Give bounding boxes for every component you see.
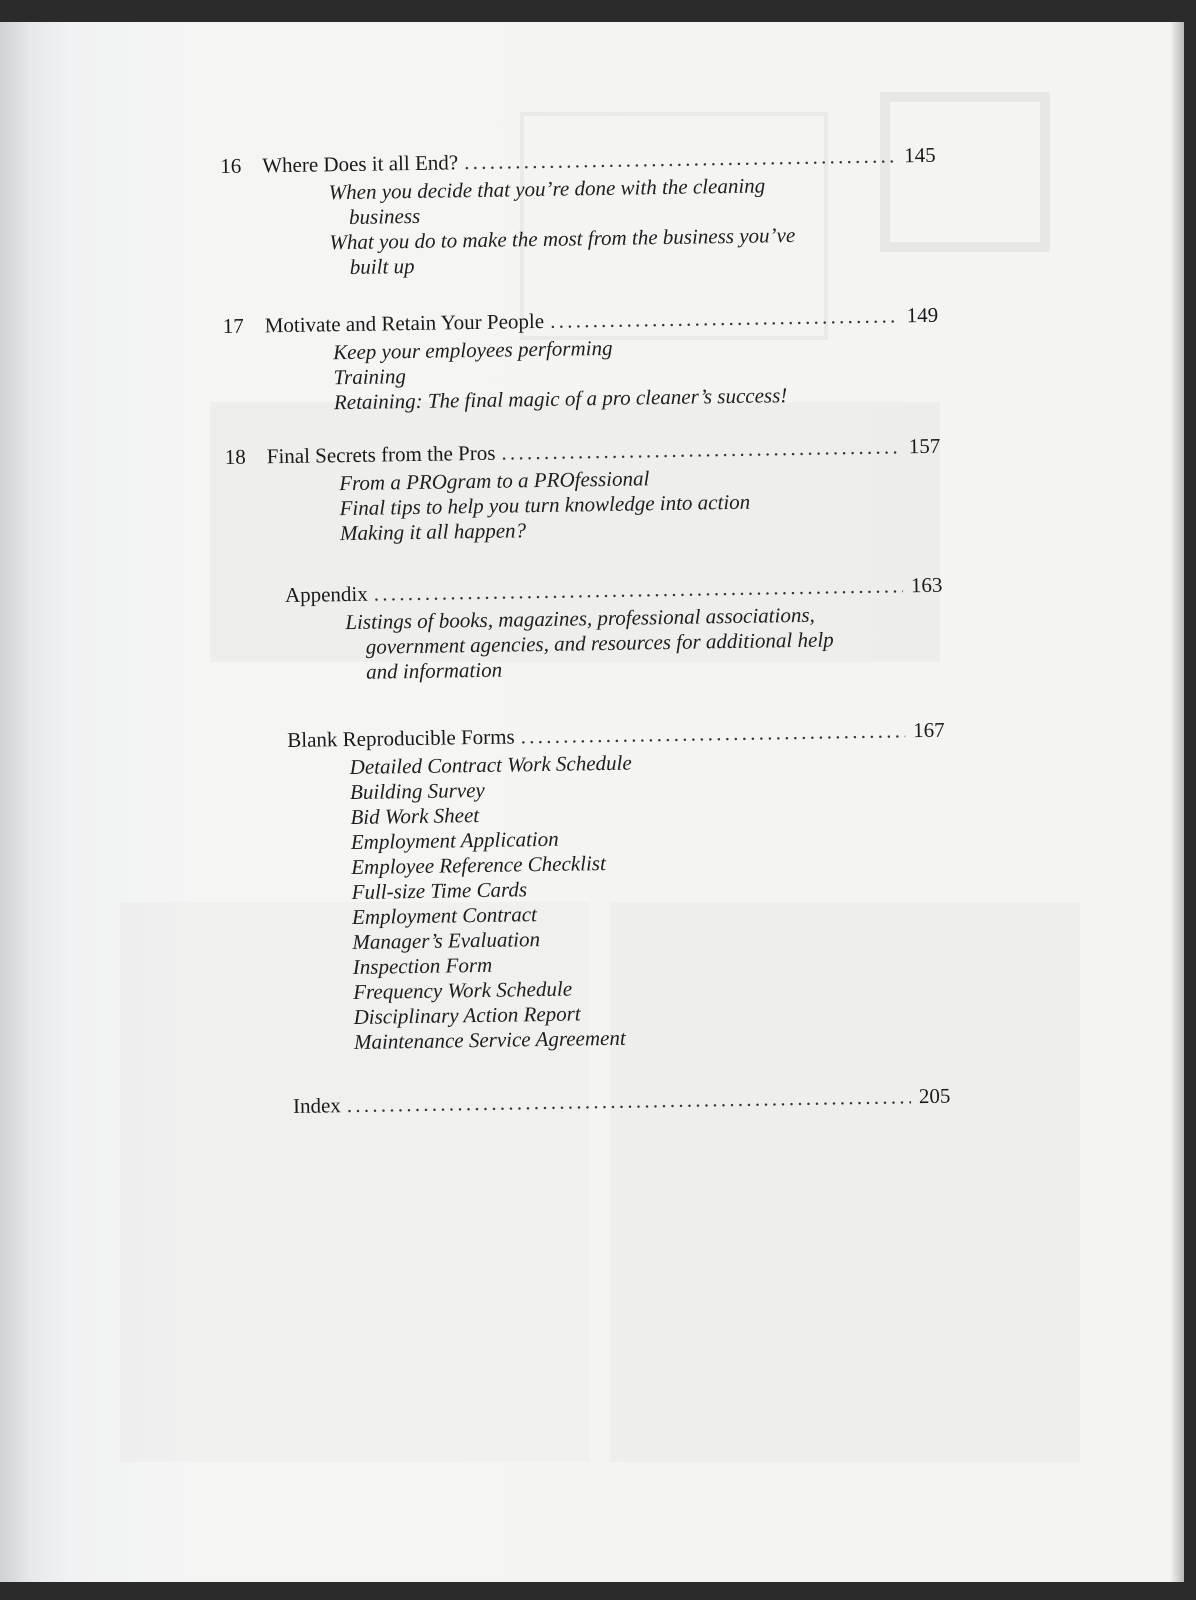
dot-leader	[501, 432, 901, 466]
dot-leader	[464, 141, 896, 176]
subtopic-item: Employee Reference Checklist	[351, 851, 607, 880]
chapter-number: 17	[222, 313, 244, 338]
subtopic-item: Keep your employees performing	[332, 335, 613, 365]
subtopic-item: Maintenance Service Agreement	[353, 1025, 626, 1055]
chapter-title: Final Secrets from the Pros	[266, 440, 496, 469]
toc-entry	[227, 571, 949, 687]
chapter-title: Where Does it all End?	[262, 150, 459, 178]
dot-leader	[347, 1082, 912, 1119]
chapter-title: Index	[292, 1093, 342, 1118]
subtopic-item: Training	[333, 364, 407, 390]
page-number: 157	[908, 433, 941, 459]
toc-entry	[220, 141, 942, 282]
subtopic-item: From a PROgram to a PROfessional	[339, 466, 650, 496]
page-number: 205	[918, 1083, 951, 1109]
chapter-title: Blank Reproducible Forms	[287, 724, 515, 753]
table-of-contents	[220, 141, 955, 1123]
subtopic-item: Manager’s Evaluation	[352, 927, 541, 955]
subtopic-item: Bid Work Sheet	[350, 803, 480, 830]
subtopic-item: When you decide that you’re done with the cleaning business	[328, 173, 766, 229]
subtopic-item: Final tips to help you turn knowledge into action	[339, 489, 751, 521]
toc-entry	[223, 301, 945, 417]
chapter-subtopics	[328, 171, 941, 281]
subtopic-item: Listings of books, magazines, professional associations, government agencies, and resources for additional help and information	[345, 602, 834, 684]
subtopic-item: Inspection Form	[352, 952, 493, 980]
page-number: 145	[903, 142, 936, 168]
toc-entry	[225, 432, 947, 548]
subtopic-item: Building Survey	[349, 777, 485, 805]
chapter-subtopics	[333, 331, 944, 416]
subtopic-item: What you do to make the most from the business you’ve built up	[329, 222, 796, 279]
toc-entry	[229, 716, 954, 1057]
toc-entry-line[interactable]	[235, 1082, 955, 1121]
subtopic-item: Disciplinary Action Report	[353, 1001, 581, 1030]
chapter-title: Appendix	[284, 581, 368, 608]
page-number: 167	[912, 717, 945, 743]
chapter-subtopics	[339, 462, 946, 547]
page-number: 149	[906, 302, 939, 328]
subtopic-item: Making it all happen?	[339, 518, 527, 546]
chapter-subtopics	[349, 746, 954, 1055]
chapter-number	[229, 747, 287, 748]
subtopic-item: Retaining: The final magic of a pro cleaner’s success!	[333, 383, 788, 415]
chapter-subtopics	[345, 601, 948, 685]
chapter-number	[235, 1113, 293, 1114]
dot-leader	[520, 716, 905, 750]
toc-entry	[235, 1082, 955, 1121]
chapter-number: 18	[224, 444, 246, 469]
dot-leader	[550, 301, 899, 334]
chapter-title: Motivate and Retain Your People	[264, 308, 545, 338]
subtopic-item: Frequency Work Schedule	[353, 976, 573, 1005]
chapter-number	[227, 602, 285, 603]
subtopic-item: Employment Contract	[351, 902, 538, 930]
subtopic-item: Employment Application	[350, 826, 559, 855]
book-page	[0, 22, 1184, 1582]
subtopic-item: Detailed Contract Work Schedule	[349, 750, 632, 780]
page-number: 163	[910, 572, 943, 598]
subtopic-item: Full-size Time Cards	[351, 877, 528, 905]
chapter-number: 16	[220, 153, 242, 178]
page-edge-shadow	[1170, 22, 1184, 1582]
